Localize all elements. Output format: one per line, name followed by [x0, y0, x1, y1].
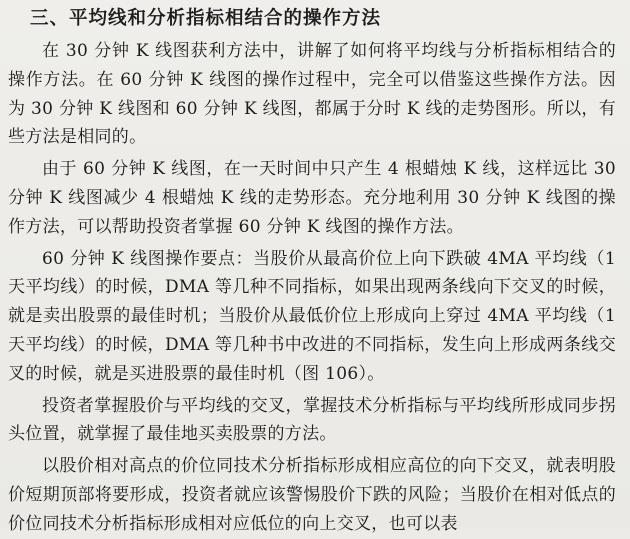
paragraph-2: 由于 60 分钟 K 线图，在一天时间中只产生 4 根蜡烛 K 线，这样远比 30 分钟 K 线图减少 4 根蜡烛 K 线的走势形态。充分地利用 30 分钟 K 线图的操作方法，可以帮助投资者掌握 60 分钟 K 线图的操作方法。	[8, 159, 616, 237]
paragraph-3: 60 分钟 K 线图操作要点：当股价从最高价位上向下跌破 4MA 平均线（1 天平均线）的时候，DMA 等几种不同指标，如果出现两条线向下交叉的时候，就是卖出股票的最佳时机；当股价从最低价位上形成向上穿过 4MA 平均线（1 天平均线）的时候，DMA 等几种书中改进的不同指标，发生向上形成两条线交叉的时候，就是买进股票的最佳时机（图 106）。	[8, 248, 616, 384]
section-heading: 三、平均线和分析指标相结合的操作方法	[30, 8, 382, 29]
paragraph-4: 投资者掌握股价与平均线的交叉，掌握技术分析指标与平均线所形成同步拐头位置，就掌握了最佳地买卖股票的方法。	[8, 395, 616, 445]
paragraph-1: 在 30 分钟 K 线图获利方法中，讲解了如何将平均线与分析指标相结合的操作方法。在 60 分钟 K 线图的操作过程中，完全可以借鉴这些操作方法。因为 30 分钟 K 线图和 60 分钟 K 线图，都属于分时 K 线的走势图形。所以，有些方法是相同的。	[8, 41, 616, 148]
paragraph-5: 以股价相对高点的价位同技术分析指标形成相应高位的向下交叉，就表明股价短期顶部将要形成，投资者就应该警惕股价下跌的风险；当股价在相对低点的价位同技术分析指标形成相对应低位的向上交叉，也可以表	[8, 456, 616, 534]
